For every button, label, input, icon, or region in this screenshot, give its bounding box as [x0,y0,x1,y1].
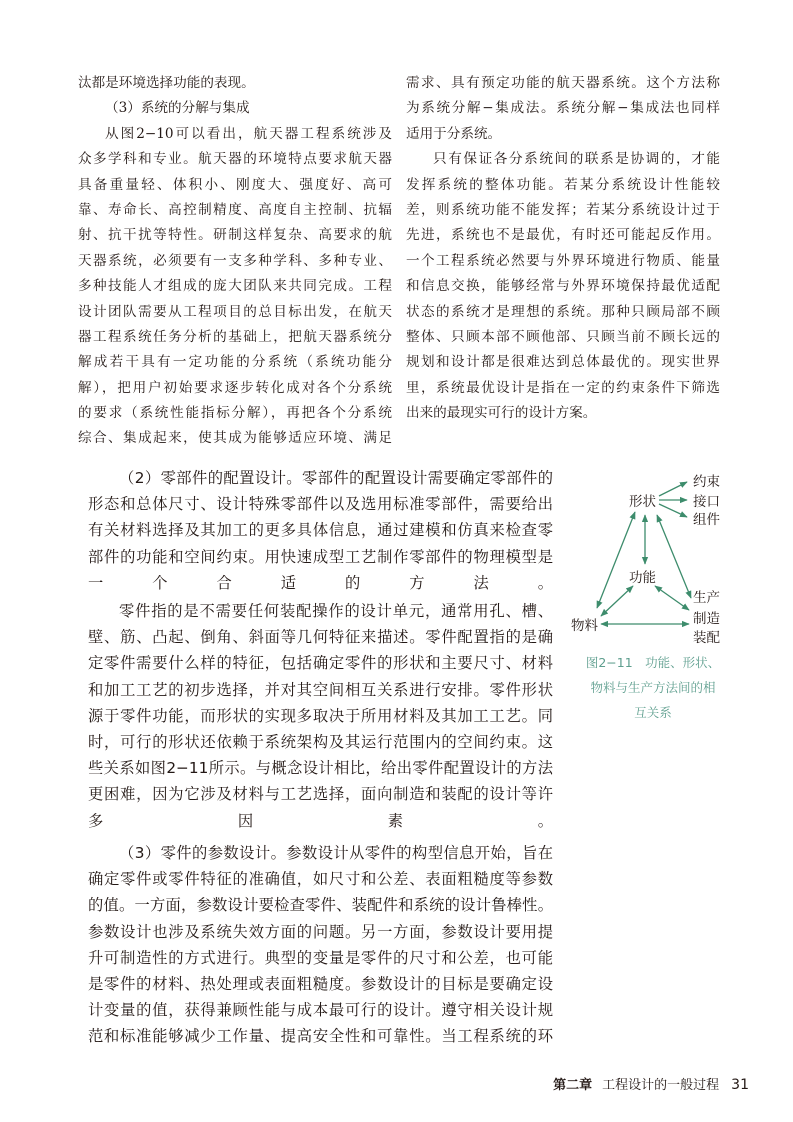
text-line: （3）零件的参数设计。参数设计从零件的构型信息开始，旨在 [119,844,553,862]
node-manufacture: 制造 [693,611,720,627]
text-line: 一个合适的方法。 [88,573,553,592]
text-line: 是零件的材料、热处理或表面粗糙度。参数设计的目标是要确定设 [88,974,553,993]
text-line: 为系统分解−集成法。系统分解−集成法也同样 [406,100,720,117]
caption-line: 图2−11 功能、形状、 [585,655,721,670]
text-line: 发挥系统的整体功能。若某分系统设计性能较 [406,176,720,193]
text-line: 从图2−10可以看出，航天器工程系统涉及 [105,125,392,142]
arrow-function-production [655,586,689,610]
arrow-function-material [601,586,633,616]
arrow-shape-constraint [659,482,687,496]
page-number: 31 [731,1077,749,1093]
text-line: 的要求（系统性能指标分解），再把各个分系统 [78,405,392,422]
text-line: 和信息交换，能够经常与外界环境保持最优适配 [406,278,720,295]
text-line: 源于零件功能，而形状的实现多取决于所用材料及其加工工艺。同 [88,706,553,725]
text-line: 有关材料选择及其加工的更多具体信息，通过建模和仿真来检查零 [88,521,553,540]
text-line: （2）零部件的配置设计。零部件的配置设计需要确定零部件的 [119,469,553,487]
text-line: 范和标准能够减少工作量、提高安全性和可靠性。当工程系统的环 [88,1027,553,1046]
node-interface: 接口 [693,494,720,510]
node-constraint: 约束 [693,474,720,490]
top-right-column [406,71,720,426]
text-line: 出来的最现实可行的设计方案。 [406,405,597,422]
paragraph-part-configuration [88,465,553,596]
text-line: 解成若干具有一定功能的分系统（系统功能分 [78,354,392,371]
text-line: 些关系如图2−11所示。与概念设计相比，给出零件配置设计的方法 [88,759,553,778]
text-line: 时，可行的形状还依赖于系统架构及其运行范围内的空间约束。这 [88,732,553,751]
caption-line: 互关系 [634,705,672,720]
text-line: 零件指的是不需要任何装配操作的设计单元，通常用孔、槽、 [119,602,553,620]
text-line: 部件的功能和空间约束。用快速成型工艺制作零部件的物理模型是 [88,547,553,566]
text-line: 差，则系统功能不能发挥；若某分系统设计过于 [406,201,720,218]
node-function: 功能 [629,570,656,586]
node-shape: 形状 [629,494,656,510]
text-line: 形态和总体尺寸、设计特殊零部件以及选用标准零部件，需要给出 [88,495,553,514]
text-line: 靠、寿命长、高控制精度、高度自主控制、抗辐 [78,201,392,218]
arrow-shape-production [657,515,691,598]
text-line: 只有保证各分系统间的联系是协调的，才能 [433,151,720,168]
text-line: 规划和设计都是很难达到总体最优的。现实世界 [406,354,720,371]
text-line: （3）系统的分解与集成 [105,100,250,117]
paragraph-part-definition [88,598,553,834]
chapter-title: 工程设计的一般过程 [602,1078,720,1093]
text-line: 设计团队需要从工程项目的总目标出发，在航天 [78,303,392,320]
node-assembly: 装配 [693,630,720,646]
text-line: 的值。一方面，参数设计要检查零件、装配件和系统的设计鲁棒性。 [88,896,553,915]
text-line: 天器系统，必须要有一支多种学科、多种专业、 [78,252,392,269]
page-footer [553,1074,749,1093]
text-line: 状态的系统才是理想的系统。那种只顾局部不顾 [406,303,720,320]
arrow-shape-material [597,512,635,608]
text-line: 里，系统最优设计是指在一定的约束条件下筛选 [406,379,720,396]
text-line: 需求、具有预定功能的航天器系统。这个方法称 [406,75,720,91]
text-line: 更困难，因为它涉及材料与工艺选择，面向制造和装配的设计等许 [88,785,553,804]
text-line: 综合、集成起来，使其成为能够适应环境、满足 [78,430,392,447]
text-line: 一个工程系统必然要与外界环境进行物质、能量 [406,252,720,269]
figure-caption [572,650,734,725]
text-line: 和加工工艺的初步选择，并对其空间相互关系进行安排。零件形状 [88,680,553,699]
text-line: 整体、只顾本部不顾他部、只顾当前不顾长远的 [406,328,720,345]
text-line: 众多学科和专业。航天器的环境特点要求航天器 [78,151,392,168]
caption-line: 物料与生产方法间的相 [590,680,716,695]
text-line: 确定零件或零件特征的准确值，如尺寸和公差、表面粗糙度等参数 [88,870,553,889]
text-line: 多种技能人才组成的庞大团队来共同完成。工程 [78,278,392,295]
text-line: 具备重量轻、体积小、刚度大、强度好、高可 [78,176,392,193]
node-material: 物料 [571,618,598,634]
text-line: 参数设计也涉及系统失效方面的问题。另一方面，参数设计要用提 [88,922,553,941]
chapter-number: 第二章 [553,1078,593,1093]
node-component: 组件 [693,512,720,528]
top-left-column [78,71,392,452]
text-line: 器工程系统任务分析的基础上，把航天器系统分 [78,328,392,345]
text-line: 解），把用户初始要求逐步转化成对各个分系统 [78,379,392,396]
arrow-shape-component [659,504,687,517]
text-line: 升可制造性的方式进行。典型的变量是零件的尺寸和公差，也可能 [88,948,553,967]
text-line: 壁、筋、凸起、倒角、斜面等几何特征来描述。零件配置指的是确 [88,628,553,647]
text-line: 定零件需要什么样的特征，包括确定零件的形状和主要尺寸、材料 [88,654,553,673]
text-line: 射、抗干扰等特性。研制这样复杂、高要求的航 [78,227,392,244]
text-line: 多因素。 [88,811,553,830]
text-line: 适用于分系统。 [406,125,502,142]
paragraph-parameter-design [88,840,553,1050]
text-line: 先进，系统也不是最优，有时还可能起反作用。 [406,227,720,244]
text-line: 计变量的值，获得兼顾性能与成本最可行的设计。遵守相关设计规 [88,1001,553,1020]
text-line: 汰都是环境选择功能的表现。 [78,75,255,91]
node-production: 生产 [693,590,720,606]
